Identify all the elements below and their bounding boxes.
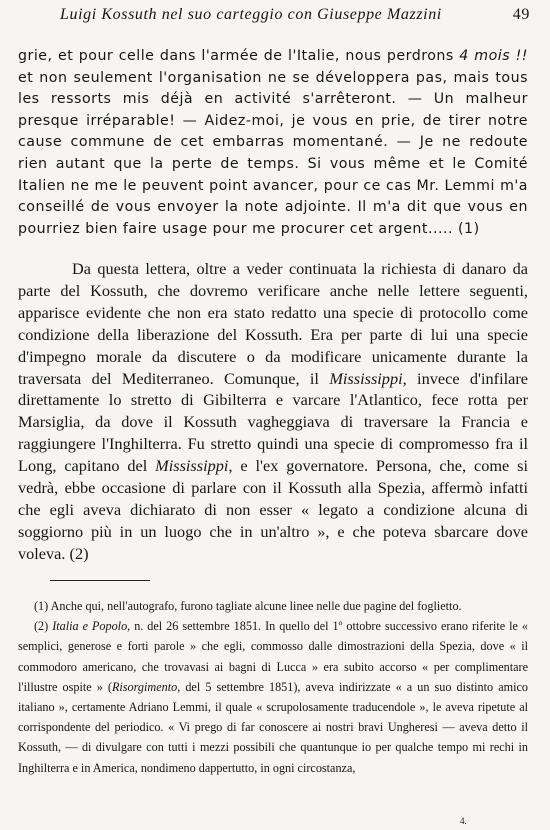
footnote-text: , del 5 settembre 1851), aveva indirizzate « a un suo distinto amico italiano », certamente Adriano Lemmi, il quale « scrupolosamente traducendole », le aveva ripetute al corrispondente del periodico. « Vi prego di far conoscere ai nostri bravi Ungheresi — aveva detto il Kossuth, — di divulgare con tutti i mezzi possibili che quantunque io per qualche tempo mi rechi in Inghilterra e in America, nondimeno dappertutto, in ogni circostanza,: [18, 679, 528, 775]
body-text: , invece d'infilare direttamente lo stretto di Gibilterra e varcare l'Atlantico, fece rotta per Marsiglia, da dove il Kossuth vagheggiava di traversare la Francia e raggiungere l'Inghilterra. Fu stretto quindi una specie di compromesso fra il Long, capitano del: [18, 368, 528, 476]
body-text: , e l'ex governatore. Persona, che, come si vedrà, ebbe occasione di parlare con il Kossuth alla Spezia, affermò infatti che egli aveva dichiarato di non esser « legato a condizione alcuna di soggiorno più in un luogo che in un'altro », e che poteva sbarcare dove voleva. (2): [18, 456, 528, 563]
ship-name: Mississippi: [329, 368, 403, 388]
footnotes: [18, 596, 528, 778]
french-text: et non seulement l'organisation ne se développera pas, mais tous les ressorts mis déjà en activité s'arrêteront. — Un malheur presque irréparable! — Aidez-moi, je vous en prie, de tirer notre cause commune de cet embarras momentané. — Je ne redoute rien autant que la perte de temps. Si vous même et le Comité Italien ne me le peuvent point avancer, pour ce cas Mr. Lemmi m'a conseillé de vous envoyer la note adjointe. Il m'a dit que vous en pourriez bien faire usage pour me procurer cet argent..... (1): [18, 69, 528, 237]
page-header: [60, 6, 530, 30]
footnote-text: , n. del 26 settembre 1851. In quello del 1º ottobre successivo erano riferite le « semplici, generose e forti parole » che egli, commosso dalle dimostrazioni della Spezia, dove « il commodoro americano, che trovavasi ai bagni di Lucca » era subito accorso « per complimentare l'illustre ospite » (: [18, 619, 528, 694]
periodical-title: Italia e Popolo: [52, 619, 128, 634]
french-emphasis: 4 mois !!: [459, 48, 528, 64]
page-number: 49: [512, 6, 530, 23]
italian-commentary: [18, 258, 528, 565]
footnote-1: (1) Anche qui, nell'autografo, furono tagliate alcune linee nelle due pagine del foglietto.: [34, 599, 462, 613]
footnote-text: (2): [34, 619, 53, 634]
french-paragraph: [18, 46, 528, 240]
footnote-2: [18, 616, 528, 778]
running-title: Luigi Kossuth nel suo carteggio con Giuseppe Mazzini: [60, 6, 442, 23]
signature-mark: 4.: [460, 816, 467, 826]
periodical-title: Risorgimento: [111, 679, 178, 694]
french-text: grie, et pour celle dans l'armée de l'Italie, nous perdrons: [18, 48, 460, 64]
body-text: Da questa lettera, oltre a veder continuata la richiesta di danaro da parte del Kossuth, che dovremo verificare anche nelle lettere seguenti, apparisce evidente che non era stato redatto una specie di protocollo come condizione della liberazione del Kossuth. Era per parte di lui una specie d'impegno morale da discutere o da modificare unicamente durante la traversata del Mediterraneo. Comunque, il: [18, 259, 528, 388]
body-paragraph: [18, 258, 528, 565]
footnote-rule: [50, 580, 150, 581]
french-letter-excerpt: [18, 46, 528, 240]
ship-name: Mississippi: [155, 456, 229, 476]
